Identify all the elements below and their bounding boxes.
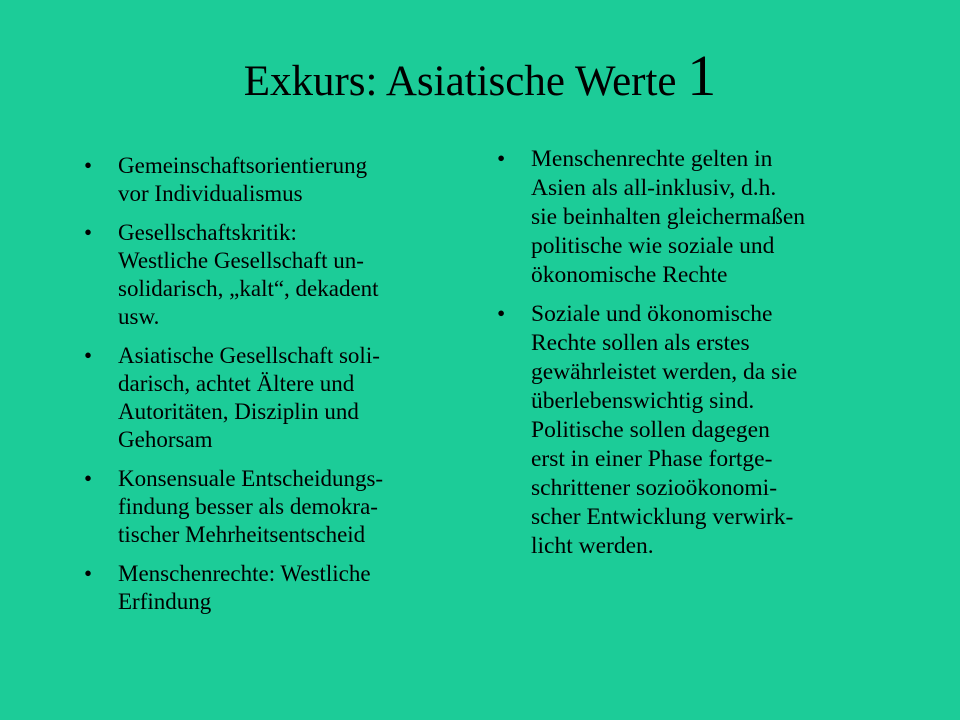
bullet-line: darisch, achtet Ältere und	[118, 371, 355, 396]
bullet-line: solidarisch, „kalt“, dekadent	[118, 276, 379, 301]
bullet-line: ökonomische Rechte	[531, 262, 728, 288]
bullet-line: Rechte sollen als erstes	[531, 330, 750, 356]
bullet-line: politische wie soziale und	[531, 233, 775, 259]
bullet-line: schrittener sozioökonomi-	[531, 475, 778, 501]
bullet-line: Politische sollen dagegen	[531, 417, 770, 443]
bullet-dot: •	[84, 466, 93, 491]
bullet-line: Soziale und ökonomische	[531, 301, 773, 327]
bullet-line: vor Individualismus	[118, 181, 303, 206]
bullet-line: Konsensuale Entscheidungs-	[118, 466, 384, 491]
bullet-line: Gehorsam	[118, 427, 213, 452]
bullet-line: licht werden.	[531, 533, 654, 559]
bullet-line: Erfindung	[118, 589, 212, 614]
bullet-item	[84, 560, 464, 616]
bullet-dot: •	[497, 301, 506, 327]
bullet-item	[497, 145, 892, 290]
bullet-line: tischer Mehrheitsentscheid	[118, 522, 366, 547]
bullet-line: überlebenswichtig sind.	[531, 388, 755, 414]
bullet-item	[497, 300, 892, 561]
bullet-dot: •	[84, 561, 93, 586]
slide-title-number: 1	[687, 43, 717, 108]
bullet-line: Westliche Gesellschaft un-	[118, 248, 364, 273]
bullet-item	[84, 152, 464, 208]
bullet-line: Menschenrechte: Westliche	[118, 561, 371, 586]
bullet-dot: •	[497, 146, 506, 172]
bullet-item	[84, 465, 464, 549]
bullet-line: Autoritäten, Disziplin und	[118, 399, 359, 424]
bullet-line: Asien als all-inklusiv, d.h.	[531, 175, 777, 201]
bullet-line: findung besser als demokra-	[118, 494, 378, 519]
bullet-line: sie beinhalten gleichermaßen	[531, 204, 806, 230]
bullet-line: scher Entwicklung verwirk-	[531, 504, 794, 530]
slide-title	[0, 43, 960, 110]
bullet-dot: •	[84, 153, 93, 178]
bullet-item	[84, 342, 464, 454]
bullet-dot: •	[84, 220, 93, 245]
bullet-line: Gesellschaftskritik:	[118, 220, 297, 245]
left-bullet-list	[84, 152, 464, 627]
bullet-line: Menschenrechte gelten in	[531, 146, 773, 172]
bullet-line: Asiatische Gesellschaft soli-	[118, 343, 380, 368]
bullet-line: Gemeinschaftsorientierung	[118, 153, 368, 178]
bullet-item	[84, 219, 464, 331]
right-bullet-list	[497, 145, 892, 571]
bullet-line: gewährleistet werden, da sie	[531, 359, 798, 385]
bullet-dot: •	[84, 343, 93, 368]
bullet-line: erst in einer Phase fortge-	[531, 446, 773, 472]
slide-title-text: Exkurs: Asiatische Werte	[243, 58, 677, 105]
bullet-line: usw.	[118, 304, 160, 329]
